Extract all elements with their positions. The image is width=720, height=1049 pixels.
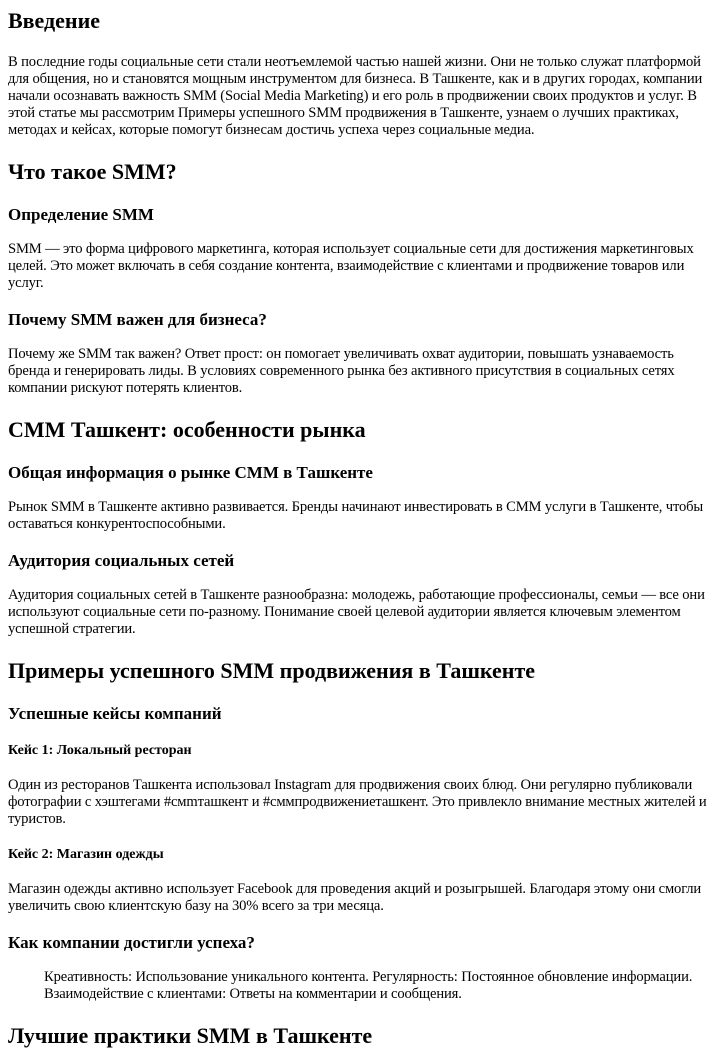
paragraph-audience: Аудитория социальных сетей в Ташкенте разнообразна: молодежь, работающие профессионалы, семьи — все они используют социальные сети по-разному. Понимание своей целевой аудитории является ключевым элементом успешной стратегии.	[8, 587, 705, 637]
paragraph-case-1: Один из ресторанов Ташкента использовал Instagram для продвижения своих блюд. Они регулярно публиковали фотографии с хэштегами #смmташкент и #сммпродвижениеташкент. Это привлекло внимание местных жителей и туристов.	[8, 777, 707, 827]
heading-audience: Аудитория социальных сетей	[8, 551, 235, 570]
heading-examples: Примеры успешного SMM продвижения в Ташкенте	[8, 658, 536, 683]
article	[0, 8, 712, 1049]
heading-case-1: Кейс 1: Локальный ресторан	[8, 743, 192, 758]
paragraph-intro: В последние годы социальные сети стали неотъемлемой частью нашей жизни. Они не только служат платформой для общения, но и становятся мощным инструментом для бизнеса. В Ташкенте, как и в других городах, компании начали осознавать важность SMM (Social Media Marketing) и его роль в продвижении своих продуктов и услуг. В этой статье мы рассмотрим Примеры успешного SMM продвижения в Ташкенте, узнаем о лучших практиках, методах и кейсах, которые помогут бизнесам достичь успеха через социальные медиа.	[8, 54, 703, 138]
paragraph-definition: SMM — это форма цифрового маркетинга, которая использует социальные сети для достижения маркетинговых целей. Это может включать в себя создание контента, взаимодействие с клиентами и продвижение товаров или услуг.	[8, 241, 694, 291]
heading-why-smm: Почему SMM важен для бизнеса?	[8, 310, 267, 329]
heading-what-is-smm: Что такое SMM?	[8, 159, 177, 184]
heading-market-info: Общая информация о рынке СММ в Ташкенте	[8, 463, 373, 482]
heading-intro: Введение	[8, 8, 101, 33]
heading-best-practices: Лучшие практики SMM в Ташкенте	[8, 1023, 373, 1048]
heading-cases: Успешные кейсы компаний	[8, 704, 222, 723]
heading-case-2: Кейс 2: Магазин одежды	[8, 847, 164, 862]
paragraph-case-2: Магазин одежды активно использует Facebook для проведения акций и розыгрышей. Благодаря этому они смогли увеличить свою клиентскую базу на 30% всего за три месяца.	[8, 881, 702, 914]
paragraph-market-info: Рынок SMM в Ташкенте активно развивается. Бренды начинают инвестировать в СММ услуги в Ташкенте, чтобы оставаться конкурентоспособными.	[8, 499, 704, 532]
heading-market: СММ Ташкент: особенности рынка	[8, 417, 366, 442]
paragraph-why-smm: Почему же SMM так важен? Ответ прост: он помогает увеличивать охват аудитории, повышать узнаваемость бренда и генерировать лиды. В условиях современного рынка без активного присутствия в социальных сетях компании рискуют потерять клиентов.	[8, 346, 675, 396]
heading-how-success: Как компании достигли успеха?	[8, 933, 255, 952]
heading-definition: Определение SMM	[8, 205, 154, 224]
paragraph-how-success: Креативность: Использование уникального контента. Регулярность: Постоянное обновление информации. Взаимодействие с клиентами: Ответы на комментарии и сообщения.	[44, 969, 693, 1002]
